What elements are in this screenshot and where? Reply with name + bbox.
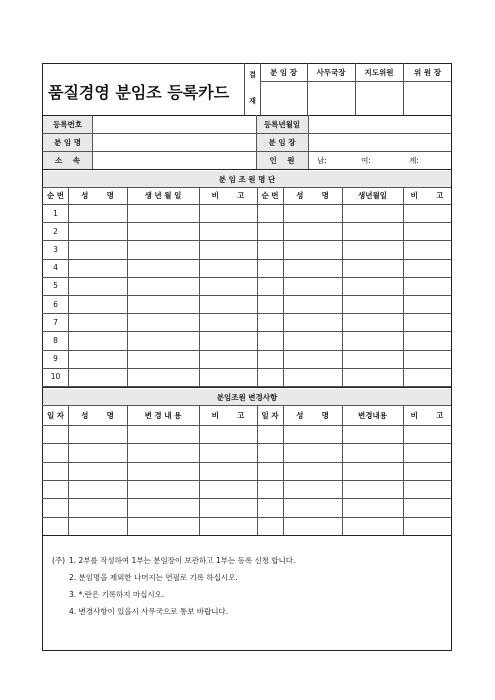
note-item: 4. 변경사항이 있을시 사무국으로 통보 바랍니다. — [69, 607, 229, 616]
total-count-label: 계: — [409, 155, 419, 165]
roster-row-number: 10 — [50, 372, 61, 382]
approval-chair-header: 위 원 장 — [414, 68, 441, 77]
roster-header-no: 순 번 — [46, 191, 65, 200]
changes-header-content-2: 변경내용 — [358, 410, 387, 420]
roster-row-number: 6 — [53, 299, 58, 309]
department-label: 소 속 — [55, 155, 80, 165]
changes-header-date-2: 일 자 — [261, 410, 279, 420]
note-item: 2. 분임명을 제외한 나머지는 연필로 기록 하십시오. — [69, 573, 238, 582]
roster-header-remarks-2: 비 고 — [410, 191, 444, 200]
roster-row-number: 8 — [53, 335, 58, 345]
changes-section-title: 분임조원 변경사항 — [216, 392, 278, 402]
approval-side-label-bottom: 재 — [249, 97, 256, 105]
changes-header-content: 변 경 내 용 — [144, 410, 182, 420]
roster-row-number: 2 — [53, 226, 58, 236]
reg-no-label: 등록번호 — [53, 120, 82, 129]
male-count-label: 남: — [317, 155, 327, 165]
changes-header-remarks-2: 비 고 — [410, 410, 444, 420]
roster-row-number: 3 — [53, 244, 58, 254]
notes-prefix: (주) — [52, 556, 66, 565]
roster-section-title: 분 임 조 원 명 단 — [218, 174, 276, 184]
roster-header-birthdate: 생 년 월 일 — [144, 191, 182, 200]
roster-header-no-2: 순 번 — [261, 191, 279, 200]
changes-header-name-2: 성 명 — [296, 410, 329, 420]
note-item: 3. *.란은 기록하지 마십시오. — [69, 590, 165, 599]
group-name-label: 분 임 명 — [54, 137, 81, 147]
roster-row-number: 1 — [53, 208, 58, 218]
roster-header-remarks: 비 고 — [211, 191, 245, 200]
changes-header-date: 일 자 — [46, 410, 65, 420]
reg-date-label: 등록년월일 — [263, 120, 301, 129]
note-item: 1. 2부를 작성하여 1부는 분임장이 보관하고 1부는 등록 신청 합니다. — [69, 556, 296, 565]
page-title: 품질경영 분임조 등록카드 — [48, 82, 230, 102]
roster-row-number: 4 — [53, 263, 58, 273]
roster-header-name-2: 성 명 — [296, 191, 329, 200]
roster-row-number: 9 — [53, 354, 58, 364]
approval-secretary-header: 사무국장 — [316, 68, 346, 77]
female-count-label: 여: — [361, 155, 371, 165]
roster-row-number: 5 — [53, 281, 58, 291]
leader-label: 분 임 장 — [268, 137, 296, 147]
approval-leader-header: 분 임 장 — [270, 68, 297, 77]
changes-header-name: 성 명 — [81, 410, 114, 420]
approval-side-label-top: 결 — [249, 71, 256, 79]
roster-header-name: 성 명 — [81, 191, 114, 200]
members-label: 인 원 — [269, 155, 295, 165]
roster-header-birthdate-2: 생년월일 — [358, 191, 387, 200]
roster-row-number: 7 — [53, 317, 58, 327]
approval-advisor-header: 지도위원 — [364, 68, 394, 77]
changes-header-remarks: 비 고 — [211, 410, 245, 420]
